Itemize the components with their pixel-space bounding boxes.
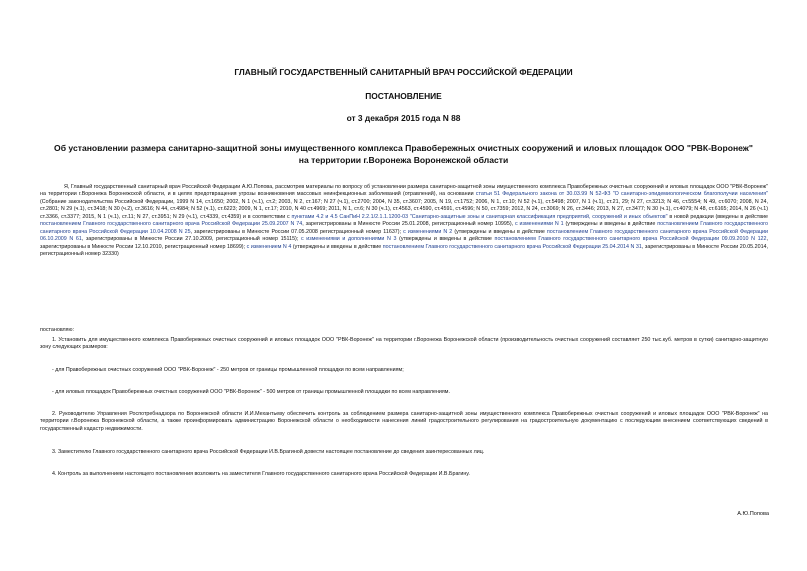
preamble-text: в новой редакции (введены в действие (667, 213, 769, 220)
preamble-text: , зарегистрированы в Минюсте России 12.10.2010, регистрационный номер 18699); (40, 236, 768, 250)
resolution-61-link[interactable]: постановлением Главного государственного санитарного врача Российской Федерации 06.10.2009 N 61 (40, 228, 768, 243)
preamble-text: (утверждены и введены в действие (396, 236, 495, 243)
amendment-3-link[interactable]: с изменениями и дополнениями N 3 (300, 236, 397, 243)
issuing-authority: ГЛАВНЫЙ ГОСУДАРСТВЕННЫЙ САНИТАРНЫЙ ВРАЧ РОССИЙСКОЙ ФЕДЕРАЦИИ (234, 67, 573, 77)
resolution-122-link[interactable]: постановлением Главного государственного санитарного врача Российской Федерации 09.09.2010 N 122 (494, 236, 767, 243)
resolution-74-link[interactable]: постановлением Главного государственного санитарного врача Российской Федерации 25.09.2007 N 74 (40, 221, 303, 228)
preamble-text: (утверждены и введены в действие (563, 221, 658, 228)
document-title-line1: Об установлении размера санитарно-защитной зоны имущественного комплекса Правобережных очистных сооружений и иловых площадок ООО "РВК-Воронеж" (54, 143, 753, 153)
clause-1: 1. Установить для имущественного комплекса Правобережных очистных сооружений и иловых площадок ООО "РВК-Воронеж" на территории г.Воронежа Воронежской области (производительность очистных сооружений составляет 250 тыс.куб. метров в сутки) санитарно-защитную зону следующих размеров: (40, 337, 768, 351)
preamble-text: (утверждены и введены в действие (452, 228, 547, 235)
preamble-text: , зарегистрированы в Минюсте России 25.01.2008, регистрационный номер 10995), (302, 221, 515, 228)
sanpin-clauses-link[interactable]: пунктами 4.2 и 4.5 СанПиН 2.2.1/2.1.1.1200-03 "Санитарно-защитные зоны и санитарная классификация предприятий, сооружений и иных объектов" (291, 213, 668, 220)
document-type: ПОСТАНОВЛЕНИЕ (365, 91, 442, 101)
preamble-text: (Собрание законодательства Российской Федерации, 1999 N 14, ст.1650; 2002, N 1 (ч.1), ст.2; 2003, N 2, ст.167; N 27 (ч.1), ст.2700; 2004, N 35, ст.3607; 2005, N 19, ст.1752; 2006, N 1, ст.10; N 52 (ч.1), ст.5498; 2007, N 1 (ч.1), ст.21, 29; N 27, ст.3213; N 46, ст.5554; N 49, ст.6070; 2008, N 24, ст.2801; N 29 (ч.1), ст.3418; N 30 (ч.2), ст.3616; N 44, ст.4984; N 52 (ч.1), ст.6223; 2009, N 1, ст.17; 2010, N 40 ст.4969; 2011, N 1, ст.6; N 30 (ч.1), ст.4563, ст.4590, ст.4591, ст.4596; N 50, ст.7359; 2012, N 24, ст.3069; N 26, ст.3446; 2013, N 27, ст.3477; N 30 (ч.1), ст.4079; N 48, ст.6165; 2014, N 26 (ч.1) ст.3366, ст.3377; 2015, N 1 (ч.1), ст.11; N 27, ст.3951; N 29 (ч.1), ст.4339, ст.4359) и в соответствии с (40, 198, 768, 220)
resolves-label: постановляю: (40, 327, 75, 333)
clause-2: 2. Руководителю Управления Роспотребнадзора по Воронежской области И.И.Механтьеву обеспечить контроль за соблюдением размера санитарно-защитной зоны имущественного комплекса Правобережных очистных сооружений и иловых площадок ООО "РВК-Воронеж" на территории г.Воронежа Воронежской области, а также проинформировать администрацию Воронежской области о необходимости нанесения линий градостроительного регулирования на градостроительную документацию с последующим внесением соответствующих сведений в государственный кадастр недвижимости. (40, 411, 768, 432)
document-title (40, 143, 767, 166)
preamble-text: , зарегистрированы в Минюсте России 07.05.2008 регистрационный номер 11637); (190, 228, 404, 235)
preamble-text: , зарегистрированы в Минюсте России 20.05.2014, регистрационный номер 32330) (40, 243, 769, 258)
resolution-31-link[interactable]: постановлением Главного государственного санитарного врача Российской Федерации 25.04.2014 N 31 (382, 243, 642, 250)
preamble-paragraph (40, 184, 768, 259)
clause-4: 4. Контроль за выполнением настоящего постановления возложить на заместителя Главного государственного санитарного врача Российской Федерации И.В.Брагину. (52, 471, 470, 477)
preamble-text: (утверждены и введены в действие (291, 243, 383, 250)
document-title-line2: на территории г.Воронежа Воронежской области (298, 154, 509, 165)
preamble-text: , зарегистрированы в Минюсте России 27.10.2009, регистрационный номер 15115); (81, 236, 301, 243)
amendment-4-link[interactable]: с изменением N 4 (246, 243, 292, 250)
clause-1-item-treatment-facilities: - для Правобережных очистных сооружений ООО "РВК-Воронеж" - 250 метров от границы промышленной площадки по всем направлениям; (52, 367, 404, 373)
law-article-51-link[interactable]: статьи 51 Федерального закона от 30.03.99 N 52-ФЗ "О санитарно-эпидемиологическом благополучии населения" (475, 191, 768, 198)
amendment-2-link[interactable]: с изменениями N 2 (403, 228, 453, 235)
signature: А.Ю.Попова (737, 511, 769, 517)
preamble-text: Я, Главный государственный санитарный врач Российской Федерации А.Ю.Попова, рассмотрев материалы по вопросу об установлении размера санитарно-защитной зоны имущественного комплекса Правобережных очистных сооружений и иловых площадок ООО "РВК-Воронеж" на территории г.Воронежа Воронежской области, и в целях предотвращения угрозы возникновения массовых неинфекционных заболеваний (отравлений), на основании (40, 184, 768, 198)
clause-3: 3. Заместителю Главного государственного санитарного врача Российской Федерации И.В.Брагиной довести настоящее постановление до сведения заинтересованных лиц. (52, 449, 485, 455)
clause-1-item-sludge-sites: - для иловых площадок Правобережных очистных сооружений ООО "РВК-Воронеж" - 500 метров от границы промышленной площадки по всем направлениям. (52, 389, 450, 395)
document-date-number: от 3 декабря 2015 года N 88 (346, 113, 461, 123)
resolution-25-link[interactable]: постановлением Главного государственного санитарного врача Российской Федерации 10.04.2008 N 25 (40, 221, 768, 235)
amendment-1-link[interactable]: с изменениями N 1 (514, 221, 564, 228)
